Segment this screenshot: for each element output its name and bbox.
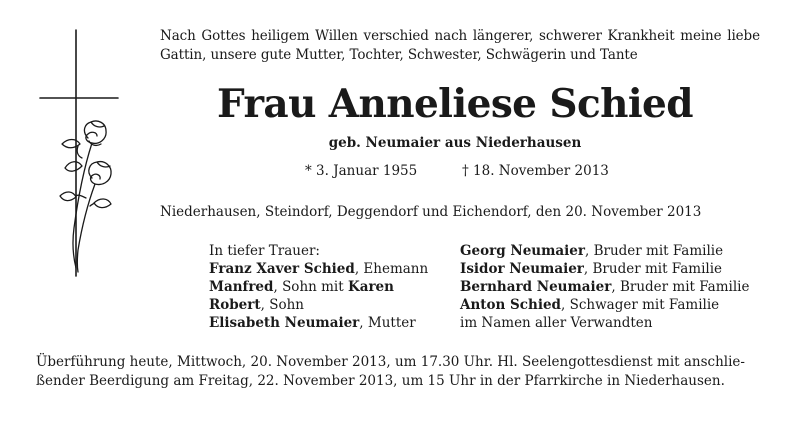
mourner-line: Robert, Sohn [209,297,304,313]
mourners-right-column [460,242,749,332]
deceased-name: Frau Anneliese Schied [217,81,693,127]
mourner-line: im Namen aller Verwandten [460,315,653,331]
mourner-line: Elisabeth Neumaier, Mutter [209,315,416,331]
mourner-line: In tiefer Trauer: [209,243,320,259]
mourner-line: Bernhard Neumaier, Bruder mit Familie [460,279,750,295]
death-date: † 18. November 2013 [462,163,609,179]
mourner-line: Manfred, Sohn mit Karen [209,279,394,295]
birth-date: * 3. Januar 1955 [305,163,418,179]
maiden-name: geb. Neumaier aus Niederhausen [328,135,582,151]
mourner-line: Georg Neumaier, Bruder mit Familie [460,243,724,259]
mourner-line: Anton Schied, Schwager mit Familie [460,297,720,313]
funeral-details [36,353,754,391]
cross-with-roses-icon [38,28,122,278]
funeral-details-line-1: Überführung heute, Mittwoch, 20. November 2013, um 17.30 Uhr. Hl. Seelengottesdienst mit anschlie- [36,354,745,370]
intro-text: Nach Gottes heiligem Willen verschied nach längerer, schwerer Krankheit meine liebe Gattin, unsere gute Mutter, Tochter, Schwester, Schwägerin und Tante [160,28,760,63]
place-and-date: Niederhausen, Steindorf, Deggendorf und Eichendorf, den 20. November 2013 [160,204,702,220]
mourner-line: Isidor Neumaier, Bruder mit Familie [460,261,723,277]
mourners-left-column [209,242,428,332]
mourner-line: Franz Xaver Schied, Ehemann [209,261,429,277]
funeral-details-line-2: ßender Beerdigung am Freitag, 22. November 2013, um 15 Uhr in der Pfarrkirche in Niederhausen. [36,373,725,389]
